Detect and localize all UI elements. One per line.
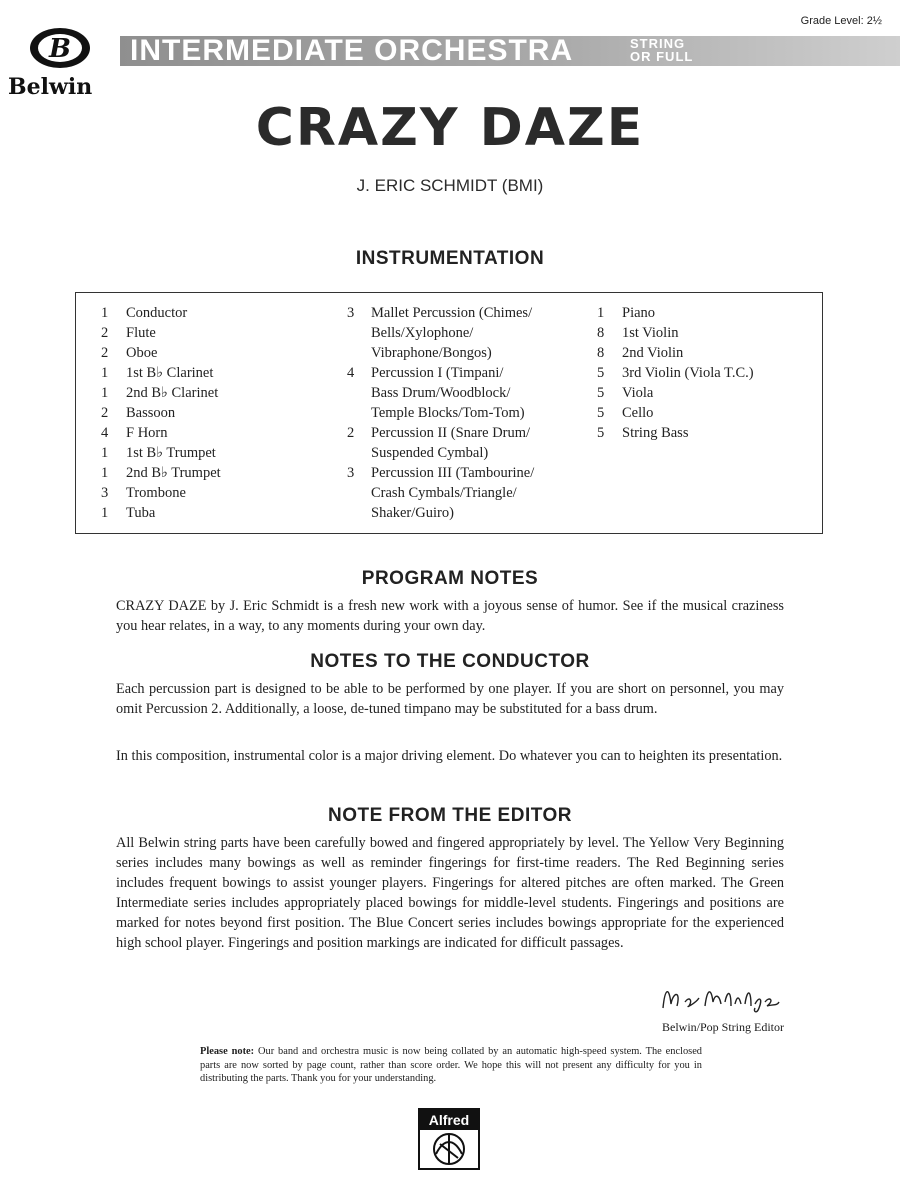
instrument-row <box>347 323 534 343</box>
instrument-row <box>347 423 534 443</box>
alfred-logo <box>418 1108 480 1170</box>
instrument-row <box>101 303 221 323</box>
instrument-count: 8 <box>597 345 605 361</box>
instrument-count: 1 <box>597 305 605 321</box>
instrument-name: Percussion I (Timpani/ <box>371 365 504 381</box>
instrument-name: Piano <box>622 305 656 321</box>
instrument-name: 1st B♭ Clarinet <box>126 365 214 381</box>
conductor-notes-heading: NOTES TO THE CONDUCTOR <box>310 651 590 672</box>
instrument-count <box>347 443 371 463</box>
page-title: CRAZY DAZE <box>255 98 645 158</box>
instrument-row <box>347 483 534 503</box>
grade-level: Grade Level: 2½ <box>800 15 882 27</box>
instrument-name: String Bass <box>622 425 689 441</box>
instrument-row <box>347 503 534 523</box>
instrument-name: 2nd B♭ Trumpet <box>126 465 221 481</box>
instrument-count: 1 <box>101 385 109 401</box>
instrument-row <box>597 363 754 383</box>
instrument-count <box>347 483 371 503</box>
please-note-text: Our band and orchestra music is now being collated by an automatic high-speed system. The enclosed parts are now sorted by page count, rather than score order. We hope this will not present any difficulty for you in distributing the parts. Thank you for your understanding. <box>200 1046 702 1084</box>
instrument-count: 1 <box>101 365 109 381</box>
instrument-row <box>347 363 534 383</box>
conductor-notes-paragraph-1: Each percussion part is designed to be able to be performed by one player. If you are short on personnel, you may omit Percussion 2. Additionally, a loose, de-tuned timpano may be substituted for a bass drum. <box>116 681 784 717</box>
instrument-count: 1 <box>101 465 109 481</box>
instrument-name: Flute <box>126 325 156 341</box>
editor-signature-icon <box>655 978 785 1018</box>
instrument-count: 8 <box>597 325 605 341</box>
instrument-row <box>347 463 534 483</box>
series-subtitle <box>630 37 693 63</box>
instrument-name: F Horn <box>126 425 168 441</box>
instrument-name: Suspended Cymbal) <box>371 445 489 461</box>
instrument-count <box>347 383 371 403</box>
instrument-count: 2 <box>347 425 355 441</box>
instrument-count <box>347 343 371 363</box>
instrument-row <box>101 383 221 403</box>
instrument-row <box>101 403 221 423</box>
please-note-label: Please note: <box>200 1046 255 1057</box>
instrument-count <box>347 503 371 523</box>
please-note <box>200 1045 702 1086</box>
instrument-name: Mallet Percussion (Chimes/ <box>371 305 533 321</box>
instrument-row <box>347 383 534 403</box>
editor-note-heading: NOTE FROM THE EDITOR <box>328 805 572 826</box>
instrumentation-column-1 <box>101 303 221 523</box>
instrument-count: 3 <box>347 465 355 481</box>
instrument-count: 3 <box>347 305 355 321</box>
instrument-row <box>101 423 221 443</box>
program-notes-heading: PROGRAM NOTES <box>361 568 539 589</box>
instrumentation-column-3 <box>597 303 754 443</box>
instrument-name: Cello <box>622 405 654 421</box>
instrument-row <box>101 363 221 383</box>
instrument-name: 1st B♭ Trumpet <box>126 445 216 461</box>
instrument-row <box>101 503 221 523</box>
instrument-count: 1 <box>101 445 109 461</box>
instrument-name: Vibraphone/Bongos) <box>371 345 492 361</box>
instrumentation-column-2 <box>347 303 534 523</box>
instrument-row <box>347 403 534 423</box>
instrument-name: Oboe <box>126 345 158 361</box>
instrument-name: Conductor <box>126 305 188 321</box>
instrument-name: Bassoon <box>126 405 176 421</box>
instrument-row <box>597 323 754 343</box>
instrument-name: Shaker/Guiro) <box>371 505 454 521</box>
instrument-row <box>347 303 534 323</box>
instrument-name: 2nd B♭ Clarinet <box>126 385 219 401</box>
instrumentation-heading: INSTRUMENTATION <box>355 248 545 269</box>
instrument-name: Viola <box>622 385 654 401</box>
instrument-name: Temple Blocks/Tom-Tom) <box>371 405 525 421</box>
instrument-row <box>597 303 754 323</box>
series-sub-string: STRING <box>630 36 686 51</box>
instrument-row <box>597 423 754 443</box>
instrument-count <box>347 403 371 423</box>
instrument-count: 1 <box>101 505 109 521</box>
instrument-row <box>101 343 221 363</box>
instrument-name: Percussion II (Snare Drum/ <box>371 425 531 441</box>
conductor-notes-paragraph-2: In this composition, instrumental color is a major driving element. Do whatever you can to heighten its presentation. <box>116 748 783 764</box>
alfred-logo-text: Alfred <box>420 1110 478 1130</box>
instrument-name: 2nd Violin <box>622 345 684 361</box>
instrument-count: 4 <box>347 365 355 381</box>
instrument-name: Percussion III (Tambourine/ <box>371 465 535 481</box>
instrument-name: Trombone <box>126 485 186 501</box>
instrument-row <box>597 383 754 403</box>
alfred-emblem-icon <box>426 1132 472 1166</box>
instrument-row <box>101 323 221 343</box>
series-sub-full: OR FULL <box>630 49 694 64</box>
series-title: INTERMEDIATE ORCHESTRA <box>130 34 574 67</box>
signature-caption: Belwin/Pop String Editor <box>661 1020 784 1034</box>
instrument-name: 3rd Violin (Viola T.C.) <box>622 365 754 381</box>
instrument-count: 5 <box>597 365 605 381</box>
instrument-count: 2 <box>101 345 109 361</box>
program-notes-text: CRAZY DAZE by J. Eric Schmidt is a fresh new work with a joyous sense of humor. See if the musical craziness you hear relates, in a way, to any moments during your own day. <box>116 598 784 634</box>
instrument-count: 3 <box>101 485 109 501</box>
instrument-row <box>101 443 221 463</box>
instrument-row <box>101 483 221 503</box>
instrument-count: 5 <box>597 385 605 401</box>
editor-note-text: All Belwin string parts have been carefully bowed and fingered appropriately by level. The Yellow Very Beginning series includes many bowings as well as reminder fingerings for first-time readers. The Red Beginning series includes frequent bowings to assist younger players. Fingerings for altered pitches are often marked. The Green Intermediate series includes appropriately placed bowings for middle-level students. Fingerings and positions are marked for notes beyond first position. The Blue Concert series includes bowings appropriate for the experienced high school player. Fingerings and position markings are indicated for difficult passages. <box>116 835 784 951</box>
instrument-row <box>597 403 754 423</box>
publisher-name: Belwin <box>8 74 93 100</box>
instrument-row <box>597 343 754 363</box>
instrument-count: 5 <box>597 425 605 441</box>
instrument-name: Tuba <box>126 505 156 521</box>
instrument-count: 2 <box>101 405 109 421</box>
instrument-row <box>101 463 221 483</box>
instrument-row <box>347 343 534 363</box>
belwin-logo-icon <box>28 26 92 70</box>
instrument-count <box>347 323 371 343</box>
instrument-count: 4 <box>101 425 109 441</box>
instrument-count: 2 <box>101 325 109 341</box>
instrument-name: Crash Cymbals/Triangle/ <box>371 485 517 501</box>
instrument-name: Bells/Xylophone/ <box>371 325 474 341</box>
composer: J. ERIC SCHMIDT (BMI) <box>356 176 544 195</box>
logo-initial: B <box>49 34 71 64</box>
instrument-row <box>347 443 534 463</box>
instrument-count: 5 <box>597 405 605 421</box>
instrument-count: 1 <box>101 305 109 321</box>
instrument-name: 1st Violin <box>622 325 679 341</box>
instrument-name: Bass Drum/Woodblock/ <box>371 385 511 401</box>
